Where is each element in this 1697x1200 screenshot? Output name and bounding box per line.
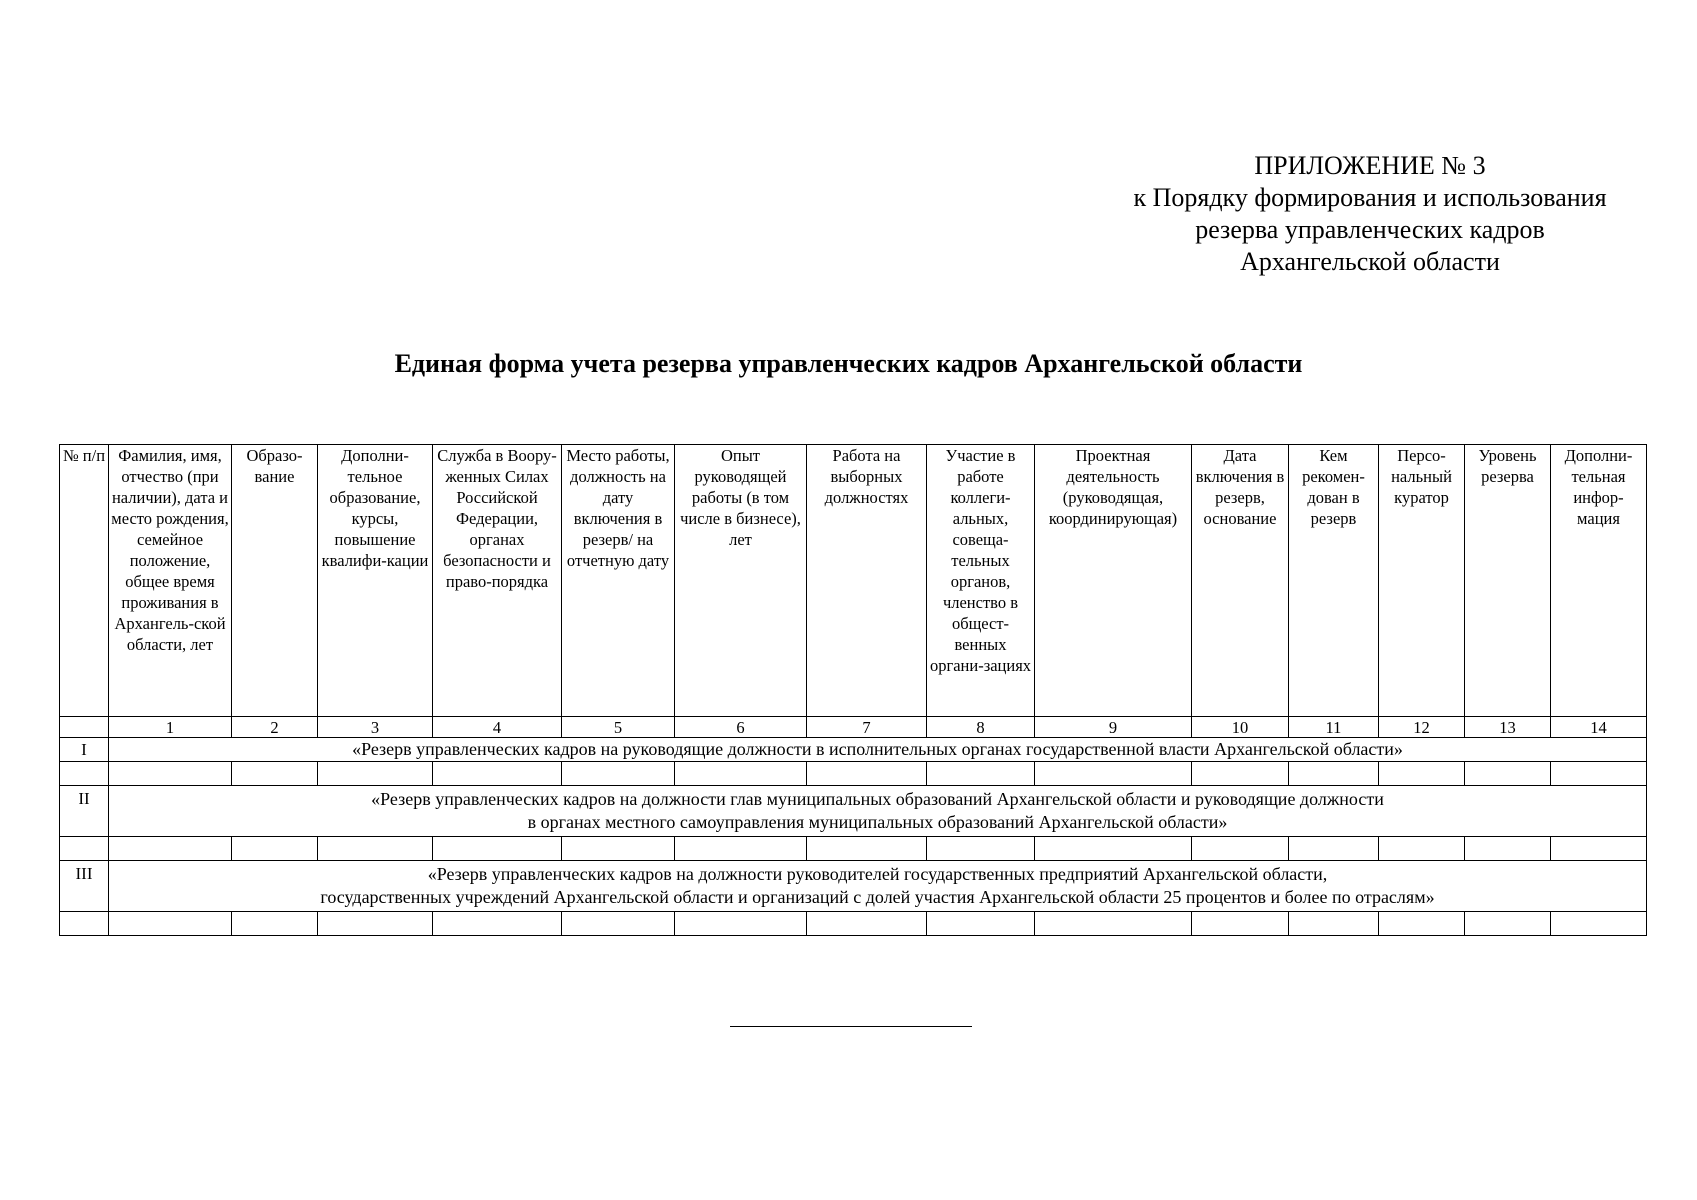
entry-cell[interactable] [232,912,318,936]
entry-cell[interactable] [109,837,232,861]
header-row [60,445,1647,717]
section-number: III [60,861,109,912]
entry-cell[interactable] [1192,912,1289,936]
header-cell: Проектная деятельность (руководящая, координирующая) [1035,445,1192,717]
entry-cell[interactable] [1465,912,1551,936]
entry-cell[interactable] [1551,912,1647,936]
header-cell: Служба в Воору-женных Силах Российской Федерации, органах безопасности и право-порядка [433,445,562,717]
appendix-reference-line-3: Архангельской области [1240,247,1500,276]
column-number-cell: 1 [109,717,232,738]
entry-cell[interactable] [60,912,109,936]
header-cell: Дополни-тельная инфор-мация [1551,445,1647,717]
entry-cell[interactable] [109,762,232,786]
entry-cell[interactable] [1379,762,1465,786]
column-number-cell: 12 [1379,717,1465,738]
header-cell: Участие в работе коллеги-альных, совеща-тельных органов, членство в общест-венных органи-зациях [927,445,1035,717]
entry-cell[interactable] [1379,912,1465,936]
column-number-cell: 2 [232,717,318,738]
entry-cell[interactable] [109,912,232,936]
entry-cell[interactable] [1289,762,1379,786]
entry-cell[interactable] [807,912,927,936]
entry-cell[interactable] [1035,912,1192,936]
section-row-2 [60,786,1647,837]
column-number-cell: 11 [1289,717,1379,738]
entry-cell[interactable] [1289,912,1379,936]
section-title-line: «Резерв управленческих кадров на должности глав муниципальных образований Архангельской области и руководящие должности [371,789,1384,809]
column-number-row [60,717,1647,738]
header-cell: Кем рекомен-дован в резерв [1289,445,1379,717]
entry-cell[interactable] [1192,837,1289,861]
column-number-cell [60,717,109,738]
header-cell: Опыт руководящей работы (в том числе в бизнесе), лет [675,445,807,717]
section-row-3 [60,861,1647,912]
entry-cell[interactable] [562,912,675,936]
appendix-block [1100,150,1640,278]
column-number-cell: 9 [1035,717,1192,738]
entry-cell[interactable] [807,837,927,861]
entry-cell[interactable] [927,912,1035,936]
entry-cell[interactable] [562,762,675,786]
entry-cell[interactable] [562,837,675,861]
header-cell: Уровень резерва [1465,445,1551,717]
header-cell: Дата включения в резерв, основание [1192,445,1289,717]
entry-cell[interactable] [1465,762,1551,786]
header-cell: Дополни-тельное образование, курсы, повышение квалифи-кации [318,445,433,717]
footer-divider [730,1026,972,1027]
appendix-reference-line-2: резерва управленческих кадров [1195,215,1545,244]
column-number-cell: 8 [927,717,1035,738]
section-title-line: «Резерв управленческих кадров на должности руководителей государственных предприятий Архангельской области, [427,864,1328,884]
entry-row [60,912,1647,936]
section-row-1 [60,738,1647,762]
column-number-cell: 6 [675,717,807,738]
appendix-number: ПРИЛОЖЕНИЕ № 3 [1254,151,1486,180]
appendix-reference-line-1: к Порядку формирования и использования [1133,183,1607,212]
entry-cell[interactable] [232,837,318,861]
header-cell: Фамилия, имя, отчество (при наличии), дата и место рождения, семейное положение, общее время проживания в Архангель-ской области, лет [109,445,232,717]
entry-cell[interactable] [1035,762,1192,786]
entry-cell[interactable] [318,912,433,936]
section-title-line: «Резерв управленческих кадров на руководящие должности в исполнительных органах государственной власти Архангельской области» [352,739,1403,759]
column-number-cell: 5 [562,717,675,738]
header-cell: Образо-вание [232,445,318,717]
entry-cell[interactable] [1551,762,1647,786]
section-title [109,738,1647,762]
entry-cell[interactable] [675,837,807,861]
column-number-cell: 13 [1465,717,1551,738]
document-title: Единая форма учета резерва управленческих кадров Архангельской области [394,349,1303,378]
section-title [109,786,1647,837]
column-number-cell: 3 [318,717,433,738]
entry-cell[interactable] [433,837,562,861]
entry-cell[interactable] [60,762,109,786]
entry-cell[interactable] [675,762,807,786]
entry-cell[interactable] [60,837,109,861]
section-title [109,861,1647,912]
entry-cell[interactable] [1379,837,1465,861]
entry-cell[interactable] [232,762,318,786]
column-number-cell: 10 [1192,717,1289,738]
reserve-form-table [59,444,1647,936]
entry-cell[interactable] [1465,837,1551,861]
entry-cell[interactable] [927,837,1035,861]
section-title-line: государственных учреждений Архангельской области и организаций с долей участия Архангельской области 25 процентов и более по отраслям» [320,887,1435,907]
section-title-line: в органах местного самоуправления муниципальных образований Архангельской области» [527,812,1228,832]
entry-row [60,837,1647,861]
header-cell: Персо-нальный куратор [1379,445,1465,717]
entry-cell[interactable] [1035,837,1192,861]
column-number-cell: 14 [1551,717,1647,738]
entry-cell[interactable] [318,762,433,786]
entry-cell[interactable] [318,837,433,861]
section-number: II [60,786,109,837]
entry-cell[interactable] [1289,837,1379,861]
header-cell: Место работы, должность на дату включения в резерв/ на отчетную дату [562,445,675,717]
header-cell: Работа на выборных должностях [807,445,927,717]
section-number: I [60,738,109,762]
entry-cell[interactable] [807,762,927,786]
entry-cell[interactable] [1192,762,1289,786]
entry-cell[interactable] [433,762,562,786]
entry-row [60,762,1647,786]
column-number-cell: 4 [433,717,562,738]
column-number-cell: 7 [807,717,927,738]
entry-cell[interactable] [675,912,807,936]
entry-cell[interactable] [1551,837,1647,861]
entry-cell[interactable] [433,912,562,936]
entry-cell[interactable] [927,762,1035,786]
header-cell: № п/п [60,445,109,717]
